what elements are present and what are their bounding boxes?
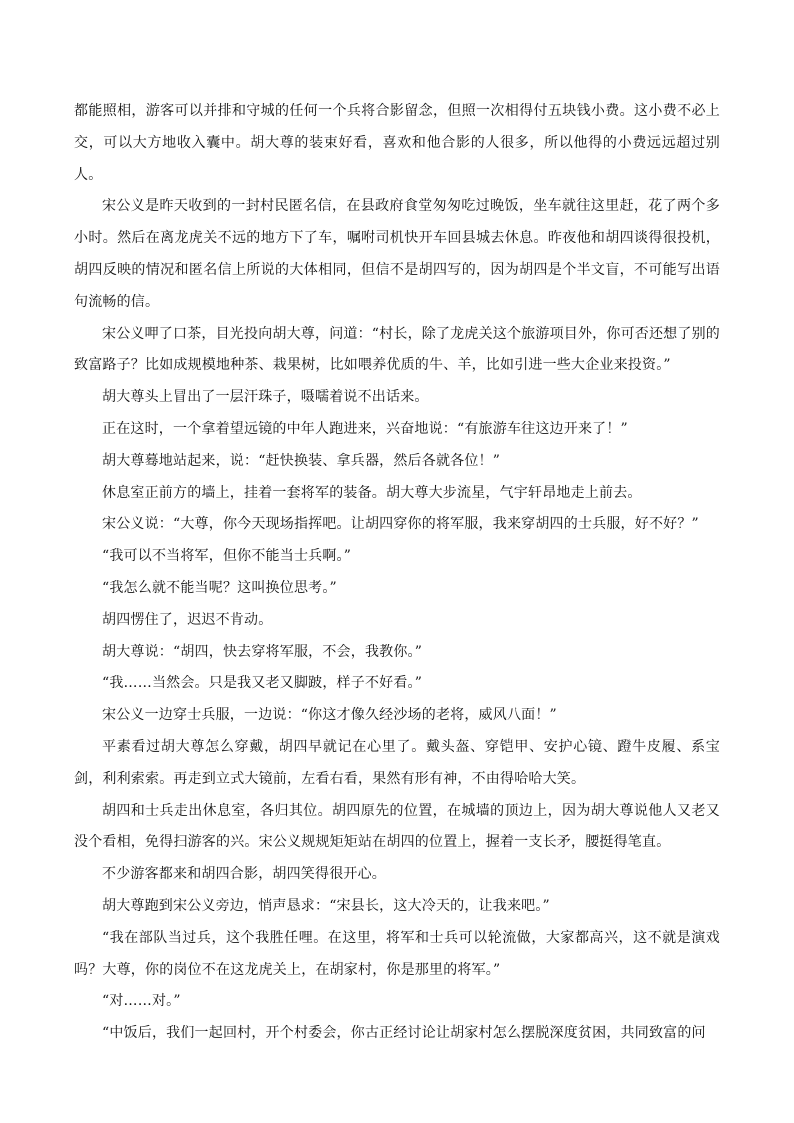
paragraph: 正在这时，一个拿着望远镜的中年人跑进来，兴奋地说：“有旅游车往这边开来了！” <box>102 420 628 437</box>
paragraph: 胡四愣住了，迟迟不肯动。 <box>102 611 273 628</box>
paragraph: 胡大尊跑到宋公义旁边，悄声恳求：“宋县长，这大冷天的，让我来吧。” <box>102 897 550 914</box>
paragraph: 胡大尊头上冒出了一层汗珠子，嗫嚅着说不出话来。 <box>102 389 429 406</box>
paragraph: “对……对。” <box>102 993 181 1010</box>
paragraph: 都能照相，游客可以并排和守城的任何一个兵将合影留念，但照一次相得付五块钱小费。这小费不必上交，可以大方地收入囊中。胡大尊的装束好看，喜欢和他合影的人很多，所以他得的小费远远超过别人。 <box>74 103 720 183</box>
text-body <box>74 96 720 1050</box>
paragraph: 宋公义是昨天收到的一封村民匿名信，在县政府食堂匆匆吃过晚饭，坐车就往这里赶，花了两个多小时。然后在离龙虎关不远的地方下了车，嘱咐司机快开车回县城去休息。昨夜他和胡四谈得很投机，胡四反映的情况和匿名信上所说的大体相同，但信不是胡四写的，因为胡四是个半文盲，不可能写出语句流畅的信。 <box>74 198 720 310</box>
paragraph: “中饭后，我们一起回村，开个村委会，你古正经讨论让胡家村怎么摆脱深度贫困，共同致富的问 <box>102 1025 706 1042</box>
paragraph: 胡大尊蓦地站起来，说：“赶快换装、拿兵器，然后各就各位！” <box>102 452 501 469</box>
paragraph: “我怎么就不能当呢？这叫换位思考。” <box>102 579 337 596</box>
paragraph: 平素看过胡大尊怎么穿戴，胡四早就记在心里了。戴头盔、穿铠甲、安护心镜、蹬牛皮履、系宝剑，利利索索。再走到立式大镜前，左看右看，果然有形有神，不由得哈哈大笑。 <box>74 738 720 787</box>
paragraph: 休息室正前方的墙上，挂着一套将军的装备。胡大尊大步流星，气宇轩昂地走上前去。 <box>102 484 642 501</box>
paragraph: “我……当然会。只是我又老又脚跛，样子不好看。” <box>102 675 423 692</box>
paragraph: 宋公义呷了口茶，目光投向胡大尊，问道：“村长，除了龙虎关这个旅游项目外，你可否还想了别的致富路子？比如成规模地种茶、栽果树，比如喂养优质的牛、羊，比如引进一些大企业来投资。” <box>74 325 720 374</box>
paragraph: 宋公义说：“大尊，你今天现场指挥吧。让胡四穿你的将军服，我来穿胡四的士兵服，好不好？” <box>102 516 699 533</box>
paragraph: 不少游客都来和胡四合影，胡四笑得很开心。 <box>102 866 386 883</box>
paragraph: 胡大尊说：“胡四，快去穿将军服，不会，我教你。” <box>102 643 423 660</box>
paragraph: 宋公义一边穿士兵服，一边说：“你这才像久经沙场的老将，威风八面！” <box>102 707 557 724</box>
paragraph: 胡四和士兵走出休息室，各归其位。胡四原先的位置，在城墙的顶边上，因为胡大尊说他人又老又没个看相，免得扫游客的兴。宋公义规规矩矩站在胡四的位置上，握着一支长矛，腰挺得笔直。 <box>74 802 720 851</box>
paragraph: “我可以不当将军，但你不能当士兵啊。” <box>102 548 352 565</box>
paragraph: “我在部队当过兵，这个我胜任哩。在这里，将军和士兵可以轮流做，大家都高兴，这不就是演戏吗？大尊，你的岗位不在这龙虎关上，在胡家村，你是那里的将军。” <box>74 929 720 978</box>
